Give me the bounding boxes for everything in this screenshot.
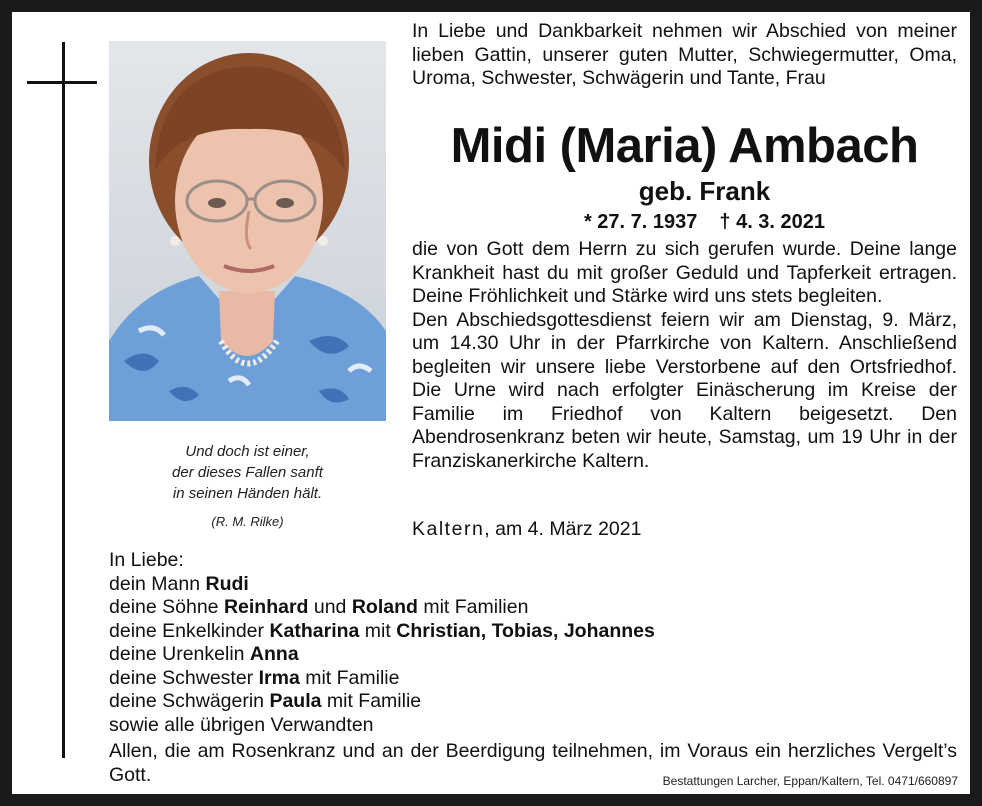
quote-source: (R. M. Rilke) <box>211 514 284 529</box>
portrait-photo <box>109 41 386 421</box>
quote-line: in seinen Händen hält. <box>172 485 323 502</box>
mourner-relation: und <box>308 596 352 618</box>
rilke-quote <box>109 441 386 504</box>
mourner-name: Reinhard <box>223 596 309 618</box>
mourner-relation: mit Familie <box>321 690 422 712</box>
mourner-name: Christian, Tobias, Johannes <box>396 619 655 642</box>
mourner-line <box>109 667 959 691</box>
deceased-name: Midi (Maria) Ambach <box>450 119 919 173</box>
mourner-line <box>109 643 959 667</box>
announcement-text <box>412 238 957 473</box>
mourner-relation: deine Söhne <box>109 596 224 618</box>
place-and-date <box>412 518 957 542</box>
mourner-relation: mit Familie <box>299 666 400 689</box>
mourner-line <box>109 620 959 644</box>
announcement-paragraph: Den Abschiedsgottesdienst feiern wir am Dienstag, 9. März, um 14.30 Uhr in der Pfarrkirche von Kaltern. Anschließend begleiten wir unsere liebe Verstorbene auf den Ortsfriedhof. Die Urne wird nach erfolgter Einäscherung im Kreise der Familie im Friedhof von Kaltern beigesetzt. Den Abendrosenkranz beten wir heute, Samstag, um 19 Uhr in der Franziskanerkirche Kaltern. <box>412 308 957 472</box>
mourner-name: Rudi <box>205 572 249 595</box>
mourner-name: Irma <box>258 666 300 689</box>
mourner-name: Paula <box>269 690 322 712</box>
mourners-heading: In Liebe: <box>109 549 184 571</box>
mourner-line <box>109 573 959 597</box>
quote-line: Und doch ist einer, <box>185 443 310 460</box>
date-text: , am 4. März 2021 <box>484 518 642 540</box>
mourner-relation: deine Urenkelin <box>109 643 250 665</box>
mourner-relation: mit <box>359 619 397 642</box>
funeral-home-footer: Bestattungen Larcher, Eppan/Kaltern, Tel. 0471/660897 <box>662 774 958 788</box>
mourner-relation: deine Schwägerin <box>109 690 270 712</box>
mourner-line <box>109 596 959 620</box>
life-dates <box>412 210 957 234</box>
mourners-list <box>109 549 959 737</box>
closing-text: Allen, die am Rosenkranz und an der Beerdigung teilnehmen, im Voraus ein herzliches Vergelt’s Gott. <box>109 740 957 786</box>
mourner-line <box>109 690 959 714</box>
mourner-relation: sowie alle übrigen Verwandten <box>109 713 374 736</box>
mourner-line <box>109 714 959 738</box>
intro-text: In Liebe und Dankbarkeit nehmen wir Abschied von meiner lieben Gattin, unserer guten Mutter, Schwiegermutter, Oma, Uroma, Schwester, Schwägerin und Tante, Frau <box>412 20 957 89</box>
place-name: Kaltern <box>412 518 485 540</box>
mourner-name: Roland <box>351 596 418 618</box>
mourner-relation: deine Enkelkinder <box>109 619 270 642</box>
cross-icon-vertical <box>62 42 65 758</box>
mourner-relation: deine Schwester <box>109 666 259 689</box>
cross-icon-horizontal <box>27 81 97 84</box>
mourner-name: Katharina <box>269 619 360 642</box>
announcement-paragraph: die von Gott dem Herrn zu sich gerufen wurde. Deine lange Krankheit hast du mit großer Geduld und Tapferkeit ertragen. Deine Fröhlichkeit und Stärke wird uns stets begleiten. <box>412 238 957 307</box>
mourner-name: Anna <box>249 643 299 665</box>
quote-line: der dieses Fallen sanft <box>172 464 323 481</box>
maiden-name: geb. Frank <box>638 176 771 206</box>
birth-date: * 27. 7. 1937 <box>583 211 698 233</box>
mourner-relation: dein Mann <box>109 572 206 595</box>
mourner-relation: mit Familien <box>417 596 529 618</box>
death-date: † 4. 3. 2021 <box>719 211 826 233</box>
